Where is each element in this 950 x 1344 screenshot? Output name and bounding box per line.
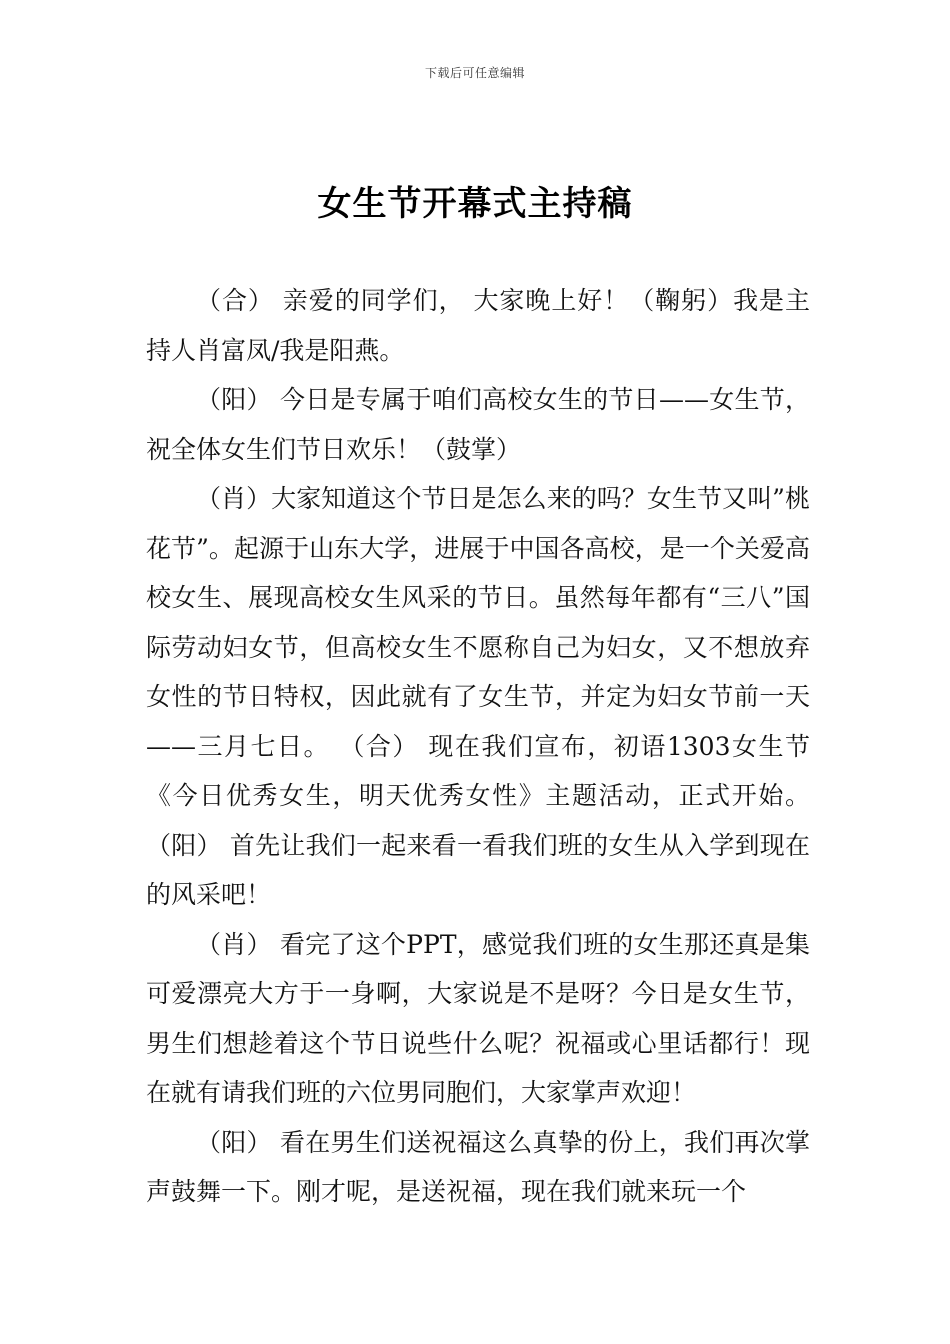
paragraph: （阳） 今日是专属于咱们高校女生的节日——女生节，祝全体女生们节日欢乐！（鼓掌） <box>146 385 810 464</box>
paragraph: （阳） 看在男生们送祝福这么真挚的份上，我们再次掌声鼓舞一下。刚才呢，是送祝福，现在我们就来玩一个 <box>146 1127 810 1206</box>
document-title: 女生节开幕式主持稿 <box>317 184 633 224</box>
header-note: 下载后可任意编辑 <box>424 66 525 80</box>
document-body <box>146 276 810 1217</box>
paragraph: （肖） 看完了这个PPT，感觉我们班的女生那还真是集可爱漂亮大方于一身啊，大家说是不是呀？今日是女生节，男生们想趁着这个节日说些什么呢？祝福或心里话都行！现在就有请我们班的六位男同胞们，大家掌声欢迎！ <box>146 929 810 1107</box>
paragraph: （肖）大家知道这个节日是怎么来的吗？女生节又叫”桃花节”。起源于山东大学，进展于中国各高校，是一个关爱高校女生、展现高校女生风采的节日。虽然每年都有“三八”国际劳动妇女节，但高校女生不愿称自己为妇女，又不想放弃女性的节日特权，因此就有了女生节，并定为妇女节前一天——三月七日。 （合） 现在我们宣布，初语1303女生节《今日优秀女生，明天优秀女性》主题活动，正式开始。 （阳） 首先让我们一起来看一看我们班的女生从入学到现在的风采吧！ <box>146 484 810 909</box>
paragraph: （合） 亲爱的同学们， 大家晚上好！（鞠躬）我是主持人肖富凤/我是阳燕。 <box>146 286 810 365</box>
